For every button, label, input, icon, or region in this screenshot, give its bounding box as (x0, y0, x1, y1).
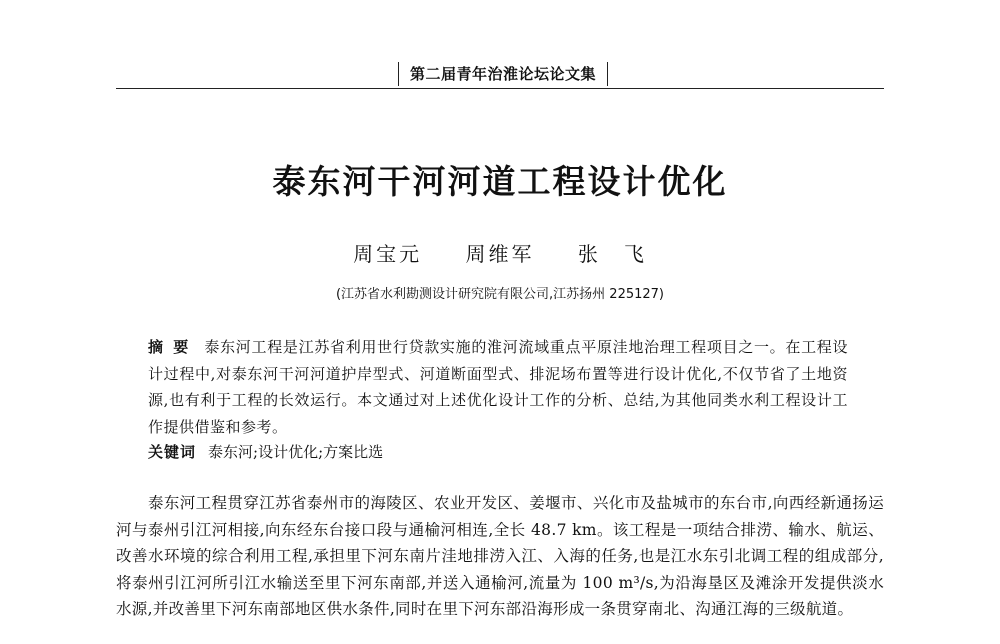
abstract-text: 泰东河工程是江苏省利用世行贷款实施的淮河流域重点平原洼地治理工程项目之一。在工程设计过程中,对泰东河干河河道护岸型式、河道断面型式、排泥场布置等进行设计优化,不仅节省了土地资源,也有利于工程的长效运行。本文通过对上述优化设计工作的分析、总结,为其他同类水利工程设计工作提供借鉴和参考。 (148, 338, 848, 436)
keywords (148, 440, 848, 464)
keywords-label: 关键词 (148, 443, 197, 461)
affiliation: (江苏省水利勘测设计研究院有限公司,江苏扬州 225127) (335, 287, 665, 302)
author-list (0, 240, 1000, 268)
paper-title: 泰东河干河河道工程设计优化 (272, 162, 728, 201)
author-name: 周宝元 (353, 242, 423, 266)
author-name: 周维军 (465, 242, 535, 266)
abstract-label: 摘要 (148, 338, 199, 356)
header-rule (116, 88, 884, 89)
running-title: 第二届青年治淮论坛论文集 (398, 62, 608, 86)
author-name: 张 飞 (577, 242, 647, 266)
keywords-text: 泰东河;设计优化;方案比选 (208, 443, 384, 461)
body-paragraph: 泰东河工程贯穿江苏省泰州市的海陵区、农业开发区、姜堰市、兴化市及盐城市的东台市,向西经新通扬运河与泰州引江河相接,向东经东台接口段与通榆河相连,全长 48.7 km。该工程是一项结合排涝、输水、航运、改善水环境的综合利用工程,承担里下河东南片洼地排涝入江、入海的任务,也是江水东引北调工程的组成部分,将泰州引江河所引江水输送至里下河东南部,并送入通榆河,流量为 100 m³/s,为沿海垦区及滩涂开发提供淡水水源,并改善里下河东南部地区供水条件,同时在里下河东部沿海形成一条贯穿南北、沟通江海的三级航道。 (116, 494, 884, 618)
running-header (116, 62, 884, 90)
abstract (148, 334, 848, 440)
